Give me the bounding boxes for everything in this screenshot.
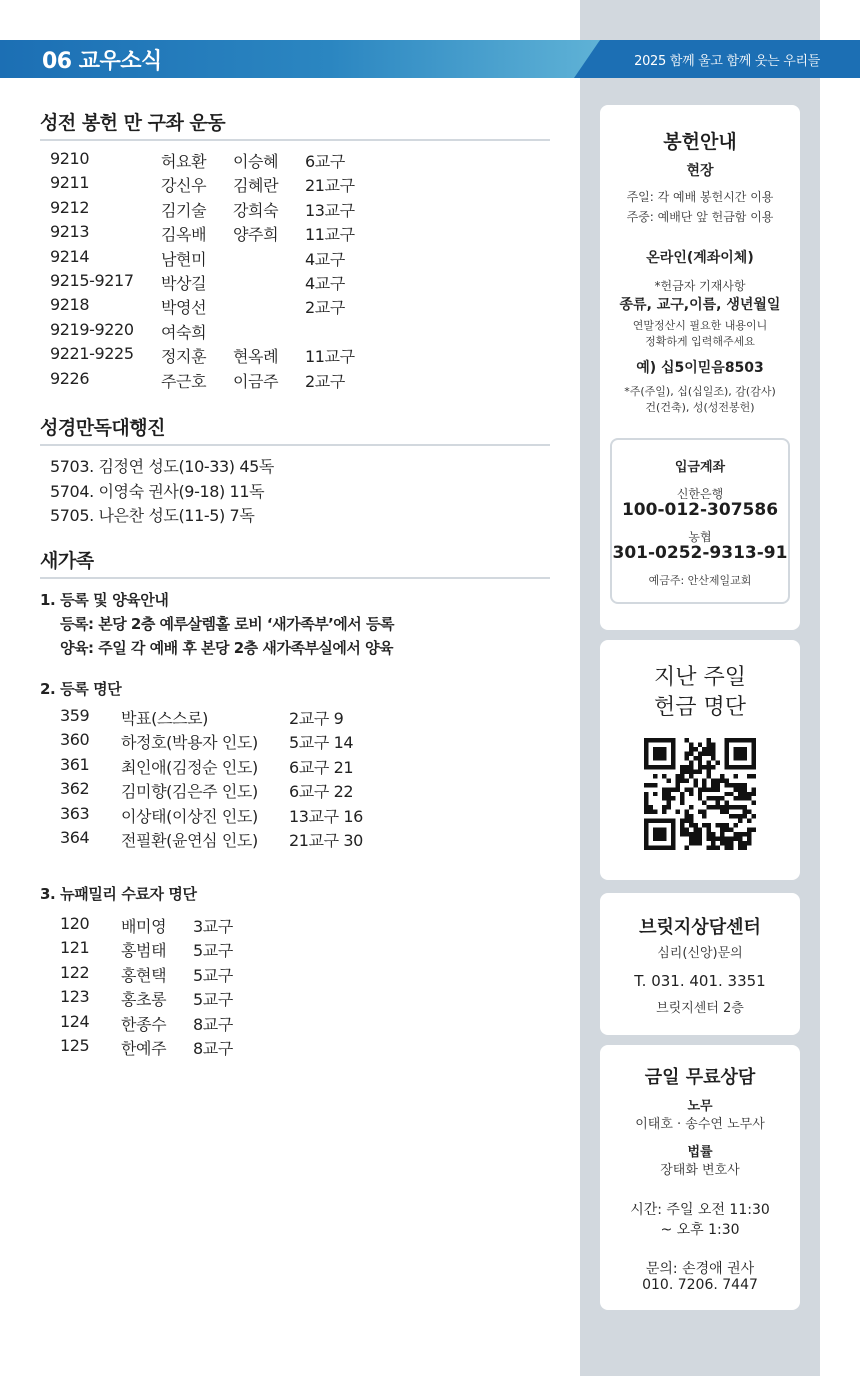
member-name: 전필환(윤연심 인도): [121, 831, 258, 850]
parish-label: 8교구: [193, 1039, 233, 1058]
parish-label: 2교구: [305, 298, 345, 318]
donor-name: 김옥배: [161, 225, 207, 245]
register-number: 362: [60, 779, 90, 799]
new-family-title: 새가족: [40, 550, 94, 572]
offering-guide-title: 봉헌안내: [663, 131, 737, 153]
parish-label: 6교구: [305, 152, 345, 171]
member-name: 홍현택: [121, 965, 167, 985]
campaign-number: 9218: [50, 295, 90, 315]
donor-name: 정지훈: [161, 347, 207, 367]
campaign-number: 9213: [50, 222, 90, 242]
parish-label: 13교구: [305, 200, 355, 220]
donor-name: 박상길: [161, 274, 207, 293]
member-name: 하정호(박용자 인도): [121, 733, 258, 753]
reading-entry: 5704. 이영숙 권사(9-18) 11독: [50, 481, 265, 501]
last-week-offering-card[interactable]: [600, 640, 800, 880]
campaign-number: 9214: [50, 246, 90, 266]
bank-name: 신한은행: [676, 487, 724, 501]
member-name: 배미영: [121, 917, 167, 936]
donor-name: 주근호: [161, 371, 207, 391]
consult-time: 시간: 주일 오전 11:30: [630, 1202, 770, 1218]
member-name: 한종수: [121, 1014, 167, 1034]
law-title: 법률: [687, 1145, 713, 1160]
register-number: 359: [60, 706, 90, 725]
account-title: 입금계좌: [674, 460, 726, 475]
account-number: 100-012-307586: [621, 500, 779, 520]
campaign-number: 9211: [50, 173, 90, 193]
parish-label: 11교구: [305, 225, 355, 245]
parish-label: 6교구 21: [289, 757, 354, 777]
example-text: 예) 십5이믿음8503: [636, 360, 764, 376]
register-title: 2. 등록 명단: [40, 680, 122, 698]
donor-name: 강희숙: [233, 200, 279, 220]
note-fields: 종류, 교구,이름, 생년월일: [619, 297, 781, 313]
guide-line: 등록: 본당 2층 예루살렘홀 로비 ‘새가족부’에서 등록: [60, 615, 394, 633]
account-box: [610, 438, 790, 604]
account-number: 301-0252-9313-91: [612, 543, 788, 563]
graduate-number: 121: [60, 938, 90, 958]
page-header: [0, 40, 860, 78]
reading-entry: 5703. 김정연 성도(10-33) 45독: [50, 457, 274, 476]
parish-label: 13교구 16: [289, 806, 363, 826]
parish-label: 21교구: [305, 176, 355, 196]
donor-name: 김기술: [161, 200, 207, 220]
graduate-number: 122: [60, 962, 90, 982]
labor-title: 노무: [687, 1099, 713, 1114]
register-number: 363: [60, 803, 90, 823]
offering-campaign-title: 성전 봉헌 만 구좌 운동: [40, 112, 226, 134]
member-name: 김미향(김은주 인도): [121, 782, 258, 802]
abbrev-line: 건(건축), 성(성전봉헌): [645, 401, 755, 414]
register-number: 361: [60, 754, 90, 774]
donor-name: 김혜란: [233, 176, 279, 196]
parish-label: 5교구 14: [289, 733, 354, 753]
donor-name: 이금주: [233, 371, 279, 391]
campaign-number: 9226: [50, 368, 90, 388]
donor-name: 현옥례: [233, 347, 279, 367]
member-name: 박표(스스로): [121, 709, 208, 728]
parish-label: 2교구: [305, 371, 345, 391]
free-consult-title: 금일 무료상담: [644, 1067, 756, 1088]
member-name: 홍초롱: [121, 990, 167, 1010]
donor-name: 강신우: [161, 176, 207, 196]
parish-label: 6교구 22: [289, 782, 354, 802]
parish-label: 21교구 30: [289, 831, 363, 850]
bridge-title: 브릿지상담센터: [639, 917, 761, 938]
abbrev-line: *주(주일), 십(십일조), 감(감사): [624, 385, 776, 398]
campaign-number: 9212: [50, 197, 90, 217]
consult-contact: 010. 7206. 7447: [642, 1277, 758, 1293]
bridge-phone: T. 031. 401. 3351: [634, 972, 766, 990]
donor-name: 이승혜: [233, 152, 279, 171]
campaign-number: 9219-9220: [50, 319, 134, 339]
parish-label: 4교구: [305, 274, 345, 293]
member-name: 한예주: [121, 1039, 167, 1058]
page-subtitle: 2025 함께 울고 함께 웃는 우리들: [634, 54, 820, 69]
register-number: 364: [60, 828, 90, 847]
guide-line: 양육: 주일 각 예배 후 본당 2층 새가족부실에서 양육: [60, 639, 394, 657]
free-consult-card: [600, 1045, 800, 1310]
newfamily-title: 3. 뉴패밀리 수료자 명단: [40, 885, 197, 903]
note-desc: 연말정산시 필요한 내용이니: [632, 319, 768, 332]
section-divider: [40, 139, 550, 141]
note-desc: 정확하게 입력해주세요: [645, 335, 755, 348]
donor-name: 남현미: [161, 249, 207, 269]
section-divider: [40, 577, 550, 579]
last-week-title: 헌금 명단: [653, 695, 746, 720]
onsite-line: 주중: 예배단 앞 헌금함 이용: [626, 210, 774, 224]
bridge-location: 브릿지센터 2층: [656, 1001, 744, 1016]
parish-label: 11교구: [305, 347, 355, 367]
parish-label: 5교구: [193, 941, 233, 961]
parish-label: 5교구: [193, 965, 233, 985]
donor-name: 양주희: [233, 225, 279, 245]
note-title: *헌금자 기재사항: [654, 279, 746, 293]
member-name: 최인애(김정순 인도): [121, 757, 258, 777]
register-number: 360: [60, 730, 90, 750]
parish-label: 5교구: [193, 990, 233, 1010]
qr-code-icon[interactable]: [644, 738, 756, 850]
member-name: 홍범태: [121, 941, 167, 961]
parish-label: 8교구: [193, 1014, 233, 1034]
bank-name: 농협: [688, 530, 712, 544]
parish-label: 2교구 9: [289, 709, 344, 728]
consult-contact: 문의: 손경애 권사: [645, 1261, 755, 1277]
page-title: 06 교우소식: [42, 49, 162, 74]
campaign-number: 9210: [50, 149, 90, 168]
account-holder: 예금주: 안산제일교회: [648, 574, 752, 587]
donor-name: 허요환: [161, 152, 207, 171]
reading-entry: 5705. 나은찬 성도(11-5) 7독: [50, 506, 255, 525]
onsite-title: 현장: [686, 163, 714, 179]
law-names: 장태화 변호사: [660, 1163, 740, 1178]
graduate-number: 120: [60, 914, 90, 933]
onsite-line: 주일: 각 예배 봉헌시간 이용: [626, 190, 774, 204]
graduate-number: 124: [60, 1011, 90, 1031]
campaign-number: 9221-9225: [50, 344, 134, 364]
guide-title: 1. 등록 및 양육안내: [40, 591, 169, 609]
labor-names: 이태호 · 송수연 노무사: [635, 1117, 765, 1132]
donor-name: 박영선: [161, 298, 207, 318]
campaign-number: 9215-9217: [50, 271, 134, 290]
member-name: 이상태(이상진 인도): [121, 806, 258, 826]
parish-label: 4교구: [305, 249, 345, 269]
graduate-number: 125: [60, 1036, 90, 1055]
consult-time: ~ 오후 1:30: [660, 1222, 740, 1238]
bridge-center-card: [600, 893, 800, 1035]
graduate-number: 123: [60, 987, 90, 1007]
section-divider: [40, 444, 550, 446]
last-week-title: 지난 주일: [653, 665, 746, 690]
online-title: 온라인(계좌이체): [646, 250, 754, 266]
bridge-desc: 심리(신앙)문의: [657, 946, 743, 961]
offering-guide-card: [600, 105, 800, 630]
bible-reading-title: 성경만독대행진: [40, 417, 165, 439]
parish-label: 3교구: [193, 917, 233, 936]
donor-name: 여숙희: [161, 322, 207, 342]
